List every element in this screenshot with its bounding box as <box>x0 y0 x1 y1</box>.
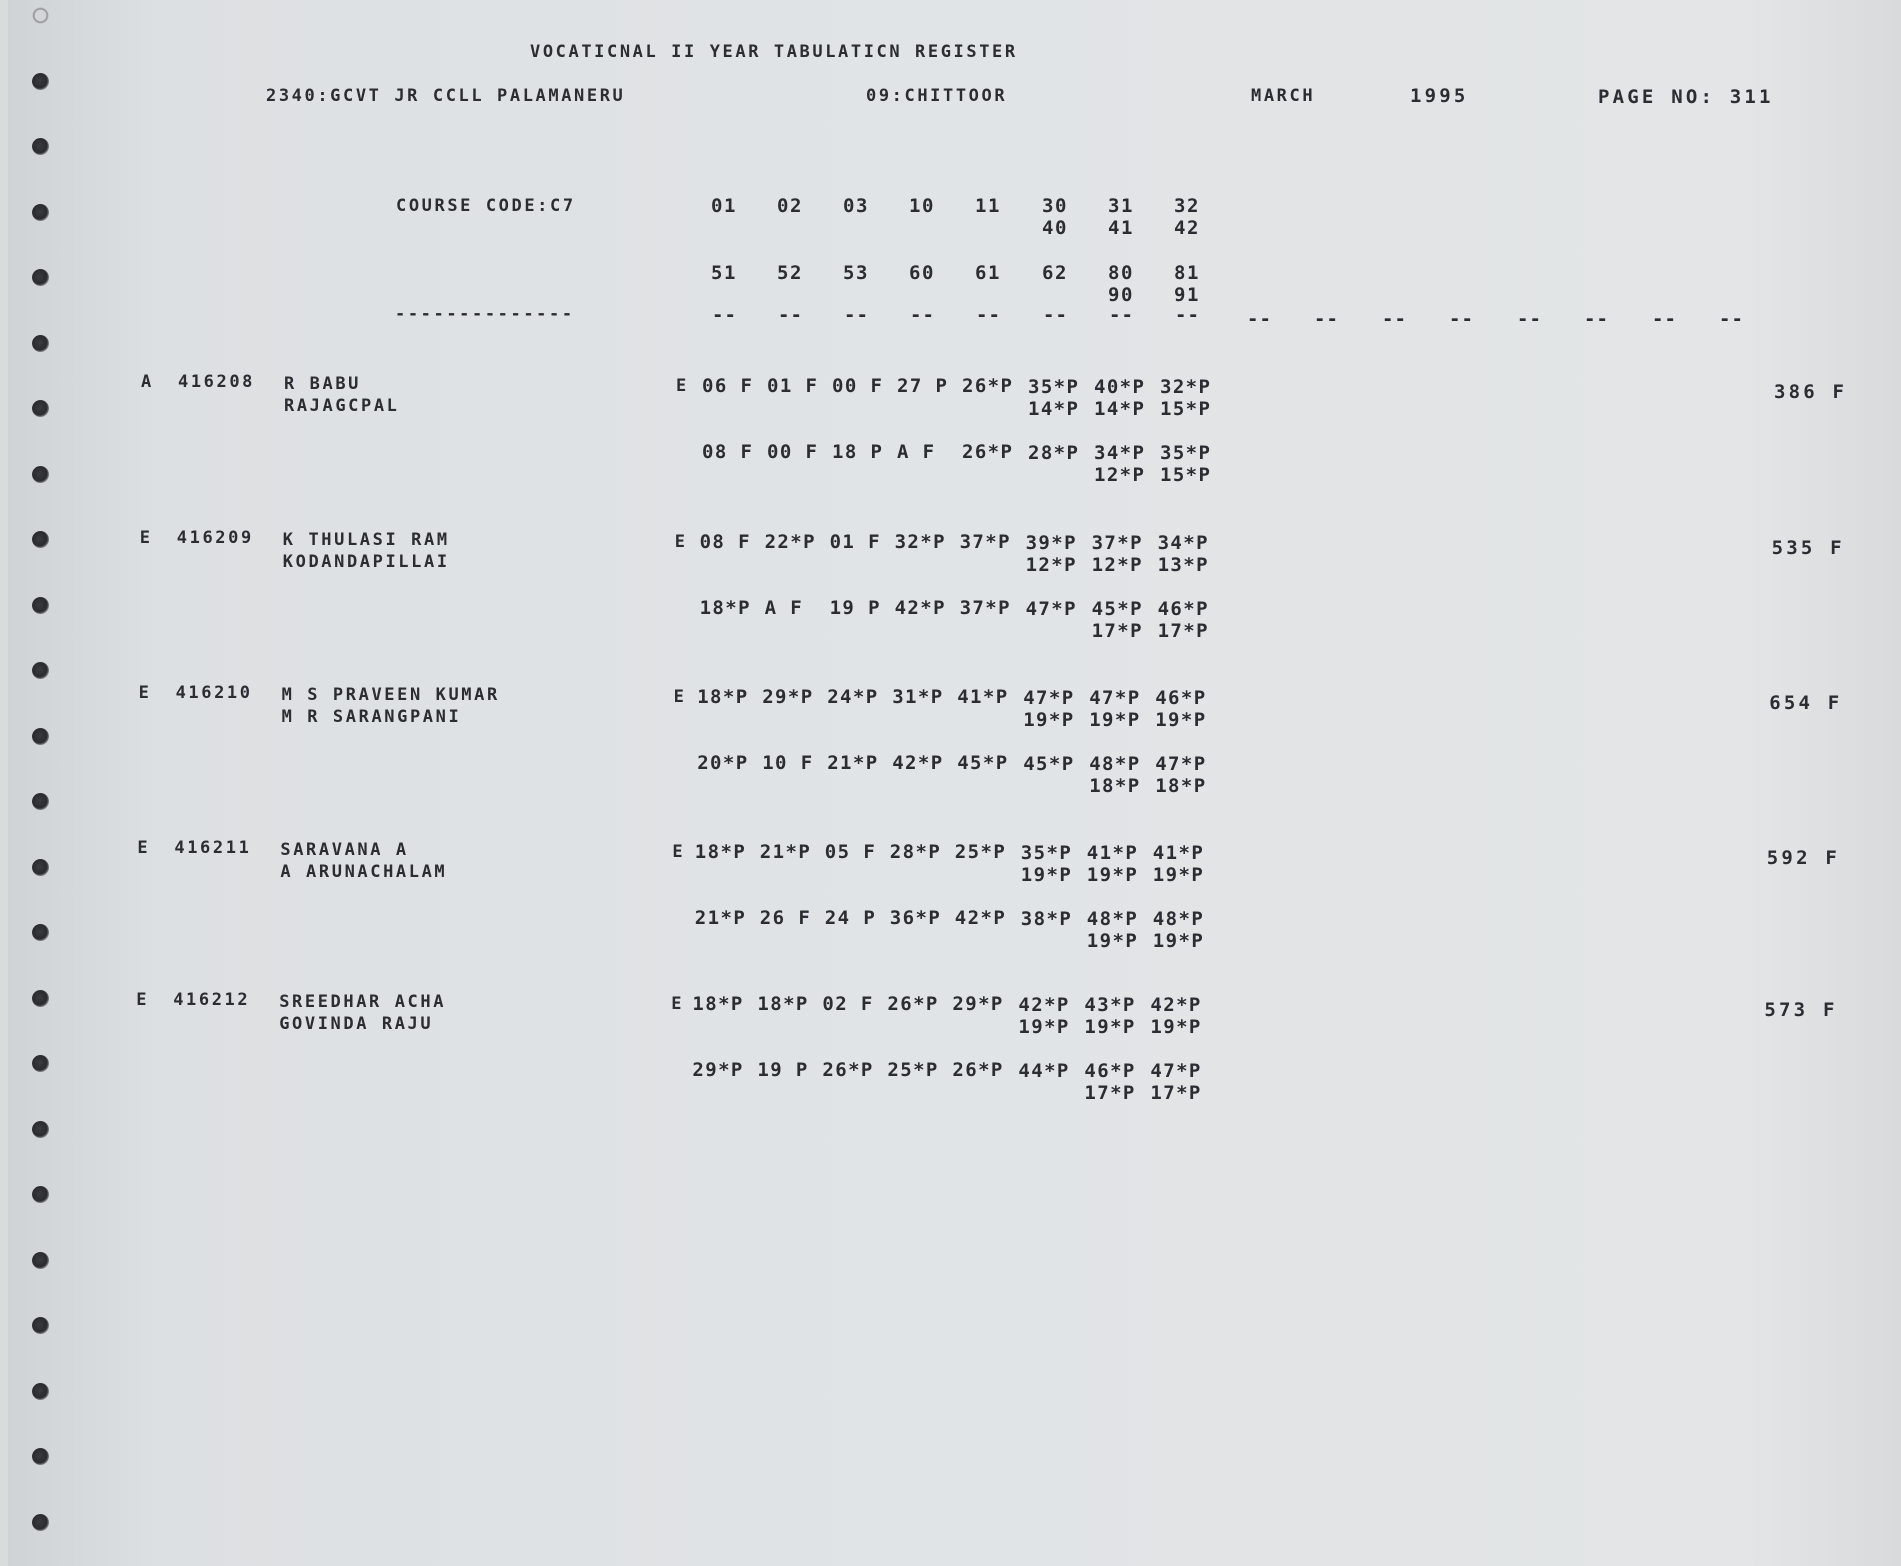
subject-mark: 17*P <box>1084 1082 1136 1104</box>
sprocket-hole <box>32 597 49 614</box>
father-name: RAJAGCPAL <box>284 396 400 416</box>
sprocket-hole <box>32 204 49 221</box>
subject-mark: 19*P <box>1084 1016 1136 1038</box>
subject-mark: 41*P <box>1086 842 1139 864</box>
sprocket-hole <box>32 793 49 810</box>
sprocket-hole <box>32 1317 49 1334</box>
subject-mark: 00 F <box>832 375 884 397</box>
subject-mark: 48*P <box>1089 753 1141 775</box>
subject-mark: 19*P <box>1020 864 1073 886</box>
subject-mark: 08 F <box>699 531 751 553</box>
sprocket-hole <box>32 531 49 548</box>
exam-flag: E <box>676 376 689 396</box>
column-dash: -- <box>778 304 803 326</box>
subject-mark: 18*P <box>694 841 747 863</box>
total-marks: 386 F <box>1774 381 1848 403</box>
subject-mark: 12*P <box>1025 554 1077 576</box>
subject-mark: 21*P <box>759 841 812 863</box>
total-marks: 654 F <box>1769 692 1843 714</box>
subject-mark: 28*P <box>1028 442 1080 464</box>
register-sheet <box>8 0 1901 1566</box>
subject-mark: 26*P <box>962 375 1014 397</box>
subject-mark: 26*P <box>887 993 939 1015</box>
subject-mark: 12*P <box>1094 464 1146 486</box>
subject-mark: 14*P <box>1028 398 1080 420</box>
subject-mark: 38*P <box>1020 908 1073 930</box>
column-dash: -- <box>1449 308 1474 330</box>
subject-mark: 13*P <box>1157 554 1209 576</box>
district-name: 09:CHITTOOR <box>866 86 1008 106</box>
column-dash: -- <box>1043 304 1068 326</box>
subject-mark: 46*P <box>1084 1060 1136 1082</box>
subject-mark: 01 F <box>829 531 881 553</box>
subject-code: 01 <box>711 195 737 217</box>
subject-mark: 15*P <box>1160 464 1212 486</box>
sprocket-hole <box>32 7 49 24</box>
father-name: GOVINDA RAJU <box>279 1014 434 1034</box>
column-dash: -- <box>844 304 869 326</box>
column-dash: -- <box>1652 308 1677 330</box>
column-dash: -- <box>1382 308 1407 330</box>
subject-code: 32 <box>1174 195 1200 217</box>
sprocket-hole <box>32 400 49 417</box>
subject-mark: 18*P <box>697 686 749 708</box>
sprocket-hole <box>32 466 49 483</box>
sprocket-hole <box>32 1448 49 1465</box>
subject-mark: 19 P <box>757 1059 809 1081</box>
subject-code: 02 <box>777 195 803 217</box>
subject-mark: 40*P <box>1094 376 1146 398</box>
subject-mark: 45*P <box>1023 753 1075 775</box>
subject-mark: 45*P <box>1091 598 1143 620</box>
subject-mark: 42*P <box>1150 994 1202 1016</box>
hall-ticket-number: 416209 <box>176 528 254 548</box>
subject-code: 11 <box>975 195 1001 217</box>
subject-mark: 22*P <box>764 531 816 553</box>
subject-mark: 00 F <box>767 441 819 463</box>
subject-mark: 19*P <box>1155 709 1207 731</box>
column-dash: -- <box>1109 304 1134 326</box>
subject-mark: 26*P <box>962 441 1014 463</box>
sprocket-hole <box>32 269 49 286</box>
subject-mark: 47*P <box>1155 753 1207 775</box>
subject-mark: 18 P <box>832 441 884 463</box>
subject-mark: 28*P <box>889 841 942 863</box>
hall-ticket-number: 416212 <box>173 990 251 1010</box>
subject-code: 62 <box>1042 262 1068 284</box>
exam-flag: E <box>672 842 686 862</box>
subject-mark: 24*P <box>827 686 879 708</box>
subject-code: 42 <box>1174 217 1200 239</box>
subject-mark: 34*P <box>1157 532 1209 554</box>
subject-mark: 46*P <box>1155 687 1207 709</box>
sprocket-hole <box>32 1186 49 1203</box>
subject-mark: 41*P <box>957 686 1009 708</box>
subject-code: 10 <box>909 195 935 217</box>
total-marks: 535 F <box>1771 537 1845 559</box>
subject-code: 53 <box>843 262 869 284</box>
subject-mark: 26*P <box>822 1059 874 1081</box>
subject-mark: 19*P <box>1018 1016 1070 1038</box>
subject-mark: 06 F <box>702 375 754 397</box>
sprocket-hole <box>32 1252 49 1269</box>
subject-mark: 29*P <box>762 686 814 708</box>
subject-mark: 42*P <box>954 907 1007 929</box>
subject-mark: 39*P <box>1025 532 1077 554</box>
subject-mark: 24 P <box>824 907 877 929</box>
subject-mark: 35*P <box>1028 376 1080 398</box>
father-name: A ARUNACHALAM <box>280 862 448 882</box>
student-name: K THULASI RAM <box>282 530 450 550</box>
subject-mark: 42*P <box>894 597 946 619</box>
father-name: KODANDAPILLAI <box>282 552 450 572</box>
subject-mark: 17*P <box>1150 1082 1202 1104</box>
subject-mark: 42*P <box>1018 994 1070 1016</box>
subject-code: 81 <box>1174 262 1200 284</box>
subject-mark: 05 F <box>824 841 877 863</box>
subject-mark: 10 F <box>762 752 814 774</box>
column-dash: -- <box>1175 304 1200 326</box>
column-dash: -- <box>712 304 737 326</box>
column-dash: -- <box>1719 308 1744 330</box>
exam-flag: E <box>671 994 685 1014</box>
subject-mark: 18*P <box>757 993 809 1015</box>
subject-code: 80 <box>1108 262 1134 284</box>
column-dash: -- <box>1247 308 1272 330</box>
subject-mark: 41*P <box>1152 842 1205 864</box>
subject-mark: 29*P <box>952 993 1004 1015</box>
subject-mark: 37*P <box>1091 532 1143 554</box>
subject-mark: 18*P <box>1155 775 1207 797</box>
subject-code: 90 <box>1108 284 1134 306</box>
subject-mark: 25*P <box>954 841 1007 863</box>
subject-mark: 21*P <box>694 907 747 929</box>
total-marks: 592 F <box>1766 847 1840 869</box>
student-category: E <box>139 528 153 548</box>
subject-code: 31 <box>1108 195 1134 217</box>
student-category: E <box>137 838 151 858</box>
sprocket-hole <box>32 1514 49 1531</box>
subject-mark: 34*P <box>1094 442 1146 464</box>
father-name: M R SARANGPANI <box>281 707 462 727</box>
subject-mark: 01 F <box>767 375 819 397</box>
hall-ticket-number: 416210 <box>175 683 253 703</box>
column-dash: -- <box>1517 308 1542 330</box>
subject-mark: 32*P <box>1160 376 1212 398</box>
exam-year: 1995 <box>1410 85 1469 107</box>
subject-mark: 18*P <box>1089 775 1141 797</box>
subject-mark: 48*P <box>1086 908 1139 930</box>
exam-flag: E <box>673 687 687 707</box>
course-code: COURSE CODE:C7 <box>396 196 576 216</box>
sprocket-hole <box>32 1383 49 1400</box>
subject-code: 51 <box>711 262 737 284</box>
subject-code: 30 <box>1042 195 1068 217</box>
subject-mark: 25*P <box>887 1059 939 1081</box>
subject-mark: 19*P <box>1152 864 1205 886</box>
subject-mark: 19*P <box>1086 930 1139 952</box>
student-name: M S PRAVEEN KUMAR <box>281 685 500 705</box>
subject-mark: 19*P <box>1023 709 1075 731</box>
subject-code: 91 <box>1174 284 1200 306</box>
column-dash: -- <box>1584 308 1609 330</box>
subject-mark: 08 F <box>702 441 754 463</box>
subject-mark: 15*P <box>1160 398 1212 420</box>
subject-mark: 26 F <box>759 907 812 929</box>
subject-mark: 36*P <box>889 907 942 929</box>
subject-mark: 18*P <box>699 597 751 619</box>
sprocket-hole <box>32 335 49 352</box>
subject-mark: A F <box>897 441 936 463</box>
sprocket-hole <box>32 1055 49 1072</box>
subject-code: 41 <box>1108 217 1134 239</box>
subject-mark: 47*P <box>1089 687 1141 709</box>
exam-month: MARCH <box>1251 86 1316 106</box>
student-category: A <box>141 372 154 392</box>
subject-mark: 35*P <box>1160 442 1212 464</box>
subject-mark: 17*P <box>1091 620 1143 642</box>
subject-mark: 29*P <box>692 1059 744 1081</box>
subject-mark: 12*P <box>1091 554 1143 576</box>
subject-mark: 02 F <box>822 993 874 1015</box>
sprocket-hole <box>32 138 49 155</box>
subject-mark: 19*P <box>1086 864 1139 886</box>
sprocket-hole <box>32 924 49 941</box>
subject-mark: 48*P <box>1152 908 1205 930</box>
sprocket-hole <box>32 728 49 745</box>
subject-mark: 45*P <box>957 752 1009 774</box>
subject-mark: 32*P <box>894 531 946 553</box>
college-name: 2340:GCVT JR CCLL PALAMANERU <box>266 86 626 106</box>
subject-code: 03 <box>843 195 869 217</box>
student-name: SARAVANA A <box>280 840 409 860</box>
sprocket-hole <box>32 1121 49 1138</box>
student-category: E <box>136 990 150 1010</box>
subject-mark: 42*P <box>892 752 944 774</box>
sprocket-hole <box>32 73 49 90</box>
column-dash: -- <box>976 304 1001 326</box>
subject-mark: A F <box>764 597 804 619</box>
subject-mark: 17*P <box>1157 620 1209 642</box>
subject-mark: 19 P <box>829 597 881 619</box>
page-number: PAGE NO: 311 <box>1598 86 1774 108</box>
hall-ticket-number: 416208 <box>178 372 256 392</box>
subject-mark: 31*P <box>892 686 944 708</box>
subject-mark: 35*P <box>1020 842 1073 864</box>
column-dash: -- <box>1314 308 1339 330</box>
subject-mark: 37*P <box>959 597 1011 619</box>
sprocket-hole <box>32 859 49 876</box>
subject-code: 60 <box>909 262 935 284</box>
subject-mark: 19*P <box>1152 930 1205 952</box>
subject-mark: 37*P <box>959 531 1011 553</box>
column-dash: -- <box>910 304 935 326</box>
exam-flag: E <box>674 532 688 552</box>
subject-mark: 26*P <box>952 1059 1004 1081</box>
subject-mark: 47*P <box>1150 1060 1202 1082</box>
course-underline: -------------- <box>395 304 575 324</box>
total-marks: 573 F <box>1764 999 1838 1021</box>
subject-mark: 21*P <box>827 752 879 774</box>
subject-code: 40 <box>1042 217 1068 239</box>
hall-ticket-number: 416211 <box>174 838 252 858</box>
student-category: E <box>138 683 152 703</box>
subject-mark: 47*P <box>1025 598 1077 620</box>
subject-mark: 46*P <box>1157 598 1209 620</box>
subject-mark: 43*P <box>1084 994 1136 1016</box>
subject-mark: 47*P <box>1023 687 1075 709</box>
subject-mark: 18*P <box>692 993 744 1015</box>
subject-mark: 19*P <box>1089 709 1141 731</box>
subject-code: 61 <box>975 262 1001 284</box>
subject-code: 52 <box>777 262 803 284</box>
student-name: R BABU <box>284 374 362 394</box>
student-name: SREEDHAR ACHA <box>279 992 447 1012</box>
subject-mark: 14*P <box>1094 398 1146 420</box>
subject-mark: 27 P <box>897 375 949 397</box>
register-title: VOCATICNAL II YEAR TABULATICN REGISTER <box>530 42 1018 62</box>
subject-mark: 20*P <box>697 752 749 774</box>
sprocket-hole <box>32 662 49 679</box>
sprocket-hole <box>32 990 49 1007</box>
subject-mark: 44*P <box>1018 1060 1070 1082</box>
subject-mark: 19*P <box>1150 1016 1202 1038</box>
